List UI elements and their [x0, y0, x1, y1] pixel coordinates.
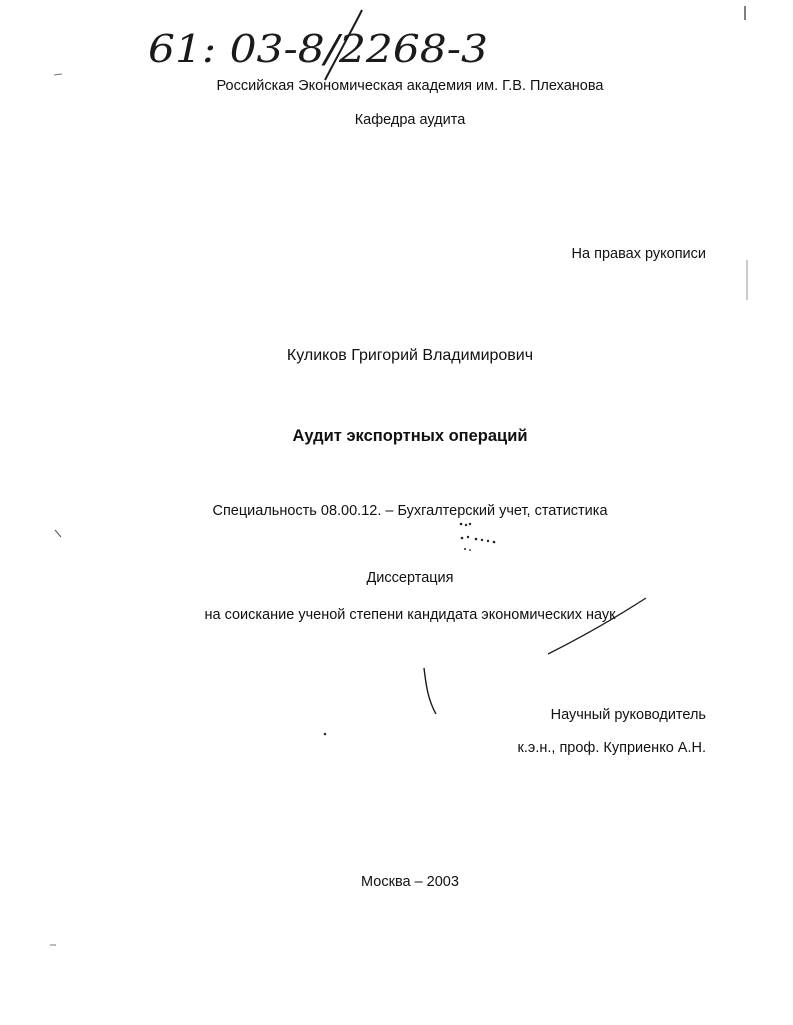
- handwritten-archive-number: 61: 03-8/2268-3: [148, 27, 488, 71]
- pen-slash-stroke: [325, 10, 362, 80]
- supervisor-label: Научный руководитель: [550, 707, 706, 723]
- author-name: Куликов Григорий Владимирович: [286, 347, 534, 364]
- supervisor-name: к.э.н., проф. Куприенко А.Н.: [517, 740, 706, 756]
- dissertation-title: Аудит экспортных операций: [292, 427, 528, 445]
- institution-name: Российская Экономическая академия им. Г.В. Плеханова: [216, 78, 604, 94]
- rights-notice: На правах рукописи: [571, 246, 706, 262]
- specialty-line: Специальность 08.00.12. – Бухгалтерский учет, статистика: [212, 503, 608, 519]
- degree-line: на соискание ученой степени кандидата экономических наук: [204, 607, 616, 623]
- department-name: Кафедра аудита: [354, 112, 466, 128]
- ink-specks: [460, 523, 496, 551]
- scan-edge-mark: [54, 74, 62, 75]
- scan-edge-mark: [55, 530, 61, 537]
- city-year: Москва – 2003: [361, 874, 459, 890]
- ink-dot: [324, 733, 327, 736]
- work-type: Диссертация: [366, 570, 454, 586]
- pen-vertical-stroke: [424, 668, 436, 714]
